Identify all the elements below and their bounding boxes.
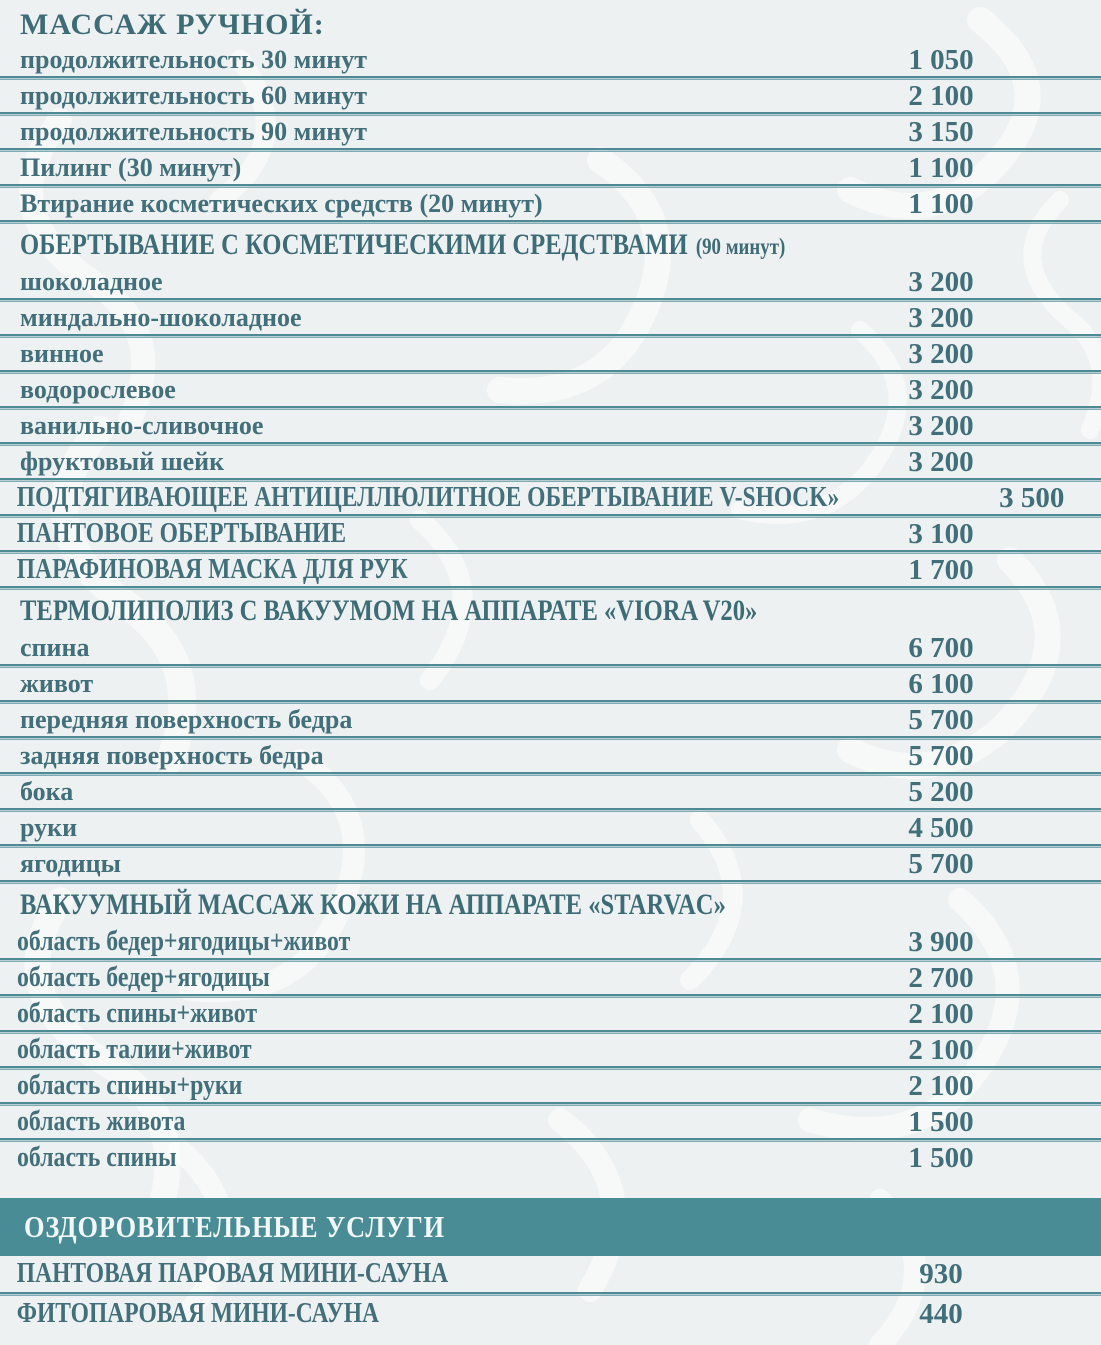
price-value: 1 100 xyxy=(908,187,974,220)
price-value: 3 200 xyxy=(908,337,974,370)
price-row xyxy=(0,848,1101,880)
price-value: 3 200 xyxy=(908,409,974,442)
section-header-text: ТЕРМОЛИПОЛИЗ С ВАКУУМОМ НА АППАРАТЕ «VIORA V20» xyxy=(20,594,758,627)
service-label: ягодицы xyxy=(20,849,121,878)
service-label: область бедер+ягодицы+живот xyxy=(17,926,351,957)
price-row xyxy=(0,80,1101,112)
service-label: водорослевое xyxy=(20,375,176,404)
price-row xyxy=(0,266,1101,298)
price-value: 2 700 xyxy=(908,961,974,994)
price-value: 5 700 xyxy=(908,703,974,736)
price-value: 4 500 xyxy=(908,811,974,844)
price-row xyxy=(0,668,1101,700)
price-value: 1 050 xyxy=(908,43,974,76)
price-row xyxy=(0,302,1101,334)
service-label: руки xyxy=(20,813,78,842)
service-label: ФИТОПАРОВАЯ МИНИ-САУНА xyxy=(16,1298,380,1329)
price-row xyxy=(0,1106,1101,1138)
price-row xyxy=(0,776,1101,808)
price-row xyxy=(0,1142,1101,1174)
service-label: Втирание косметических средств (20 минут) xyxy=(20,189,543,218)
service-label: задняя поверхность бедра xyxy=(20,741,324,770)
price-row xyxy=(0,374,1101,406)
price-value: 1 500 xyxy=(908,1141,974,1174)
service-label: фруктовый шейк xyxy=(20,447,225,476)
service-label: Пилинг (30 минут) xyxy=(20,153,242,182)
service-label: область спины+живот xyxy=(17,998,258,1029)
page-title: МАССАЖ РУЧНОЙ: xyxy=(20,8,325,41)
price-row xyxy=(0,188,1101,220)
service-label: ПАНТОВОЕ ОБЕРТЫВАНИЕ xyxy=(16,518,347,549)
section-header xyxy=(0,884,1101,926)
price-row xyxy=(0,554,1101,586)
price-value: 930 xyxy=(919,1257,963,1290)
service-label: ПАНТОВАЯ ПАРОВАЯ МИНИ-САУНА xyxy=(16,1258,449,1289)
section-header xyxy=(0,224,1101,266)
price-value: 5 700 xyxy=(908,739,974,772)
price-value: 2 100 xyxy=(908,1069,974,1102)
price-value: 1 100 xyxy=(908,151,974,184)
section-header-suffix: (90 минут) xyxy=(695,234,786,259)
price-row xyxy=(0,1034,1101,1066)
price-row xyxy=(0,446,1101,478)
service-label: область живота xyxy=(17,1106,186,1137)
service-label: винное xyxy=(20,339,104,368)
price-value: 3 150 xyxy=(908,115,974,148)
price-value: 3 500 xyxy=(999,481,1065,514)
price-value: 1 700 xyxy=(908,553,974,586)
price-row xyxy=(0,1296,1101,1332)
price-row xyxy=(0,152,1101,184)
price-row xyxy=(0,482,1101,514)
service-label: бока xyxy=(20,777,74,806)
price-value: 6 700 xyxy=(908,631,974,664)
price-value: 3 900 xyxy=(908,925,974,958)
price-row xyxy=(0,116,1101,148)
price-row xyxy=(0,518,1101,550)
price-value: 5 700 xyxy=(908,847,974,880)
service-label: ванильно-сливочное xyxy=(20,411,264,440)
price-row xyxy=(0,44,1101,76)
price-value: 3 100 xyxy=(908,517,974,550)
service-label: шоколадное xyxy=(20,267,163,296)
service-label: область спины xyxy=(17,1142,177,1173)
price-row xyxy=(0,1070,1101,1102)
price-row xyxy=(0,998,1101,1030)
service-label: область талии+живот xyxy=(17,1034,252,1065)
service-label: спина xyxy=(20,633,90,662)
price-row xyxy=(0,704,1101,736)
price-value: 2 100 xyxy=(908,1033,974,1066)
price-value: 1 500 xyxy=(908,1105,974,1138)
price-value: 2 100 xyxy=(908,79,974,112)
price-value: 3 200 xyxy=(908,373,974,406)
price-row xyxy=(0,1256,1101,1292)
service-label: продолжительность 90 минут xyxy=(20,117,368,146)
service-label: миндально-шоколадное xyxy=(20,303,302,332)
service-label: продолжительность 30 минут xyxy=(20,45,368,74)
price-row xyxy=(0,338,1101,370)
price-row xyxy=(0,740,1101,772)
service-label: живот xyxy=(20,669,94,698)
service-label: область спины+руки xyxy=(17,1070,243,1101)
price-value: 3 200 xyxy=(908,445,974,478)
price-value: 3 200 xyxy=(908,301,974,334)
price-value: 3 200 xyxy=(908,265,974,298)
section-header xyxy=(0,590,1101,632)
price-row xyxy=(0,632,1101,664)
price-value: 5 200 xyxy=(908,775,974,808)
section-banner-label: ОЗДОРОВИТЕЛЬНЫЕ УСЛУГИ xyxy=(24,1209,445,1244)
price-row xyxy=(0,926,1101,958)
section-header-text: ВАКУУМНЫЙ МАССАЖ КОЖИ НА АППАРАТЕ «STARVAC» xyxy=(20,888,726,921)
price-value: 6 100 xyxy=(908,667,974,700)
price-row xyxy=(0,962,1101,994)
price-row xyxy=(0,410,1101,442)
price-row xyxy=(0,812,1101,844)
service-label: ПОДТЯГИВАЮЩЕЕ АНТИЦЕЛЛЮЛИТНОЕ ОБЕРТЫВАНИЕ V-SHOCK» xyxy=(16,482,840,513)
price-value: 2 100 xyxy=(908,997,974,1030)
service-label: ПАРАФИНОВАЯ МАСКА ДЛЯ РУК xyxy=(16,554,408,585)
service-label: область бедер+ягодицы xyxy=(17,962,270,993)
sections-root xyxy=(0,44,1101,1332)
price-value: 440 xyxy=(919,1297,963,1330)
service-label: передняя поверхность бедра xyxy=(20,705,353,734)
section-banner xyxy=(0,1198,1101,1256)
section-header-text: ОБЕРТЫВАНИЕ С КОСМЕТИЧЕСКИМИ СРЕДСТВАМИ (90 минут) xyxy=(20,228,786,261)
service-label: продолжительность 60 минут xyxy=(20,81,368,110)
